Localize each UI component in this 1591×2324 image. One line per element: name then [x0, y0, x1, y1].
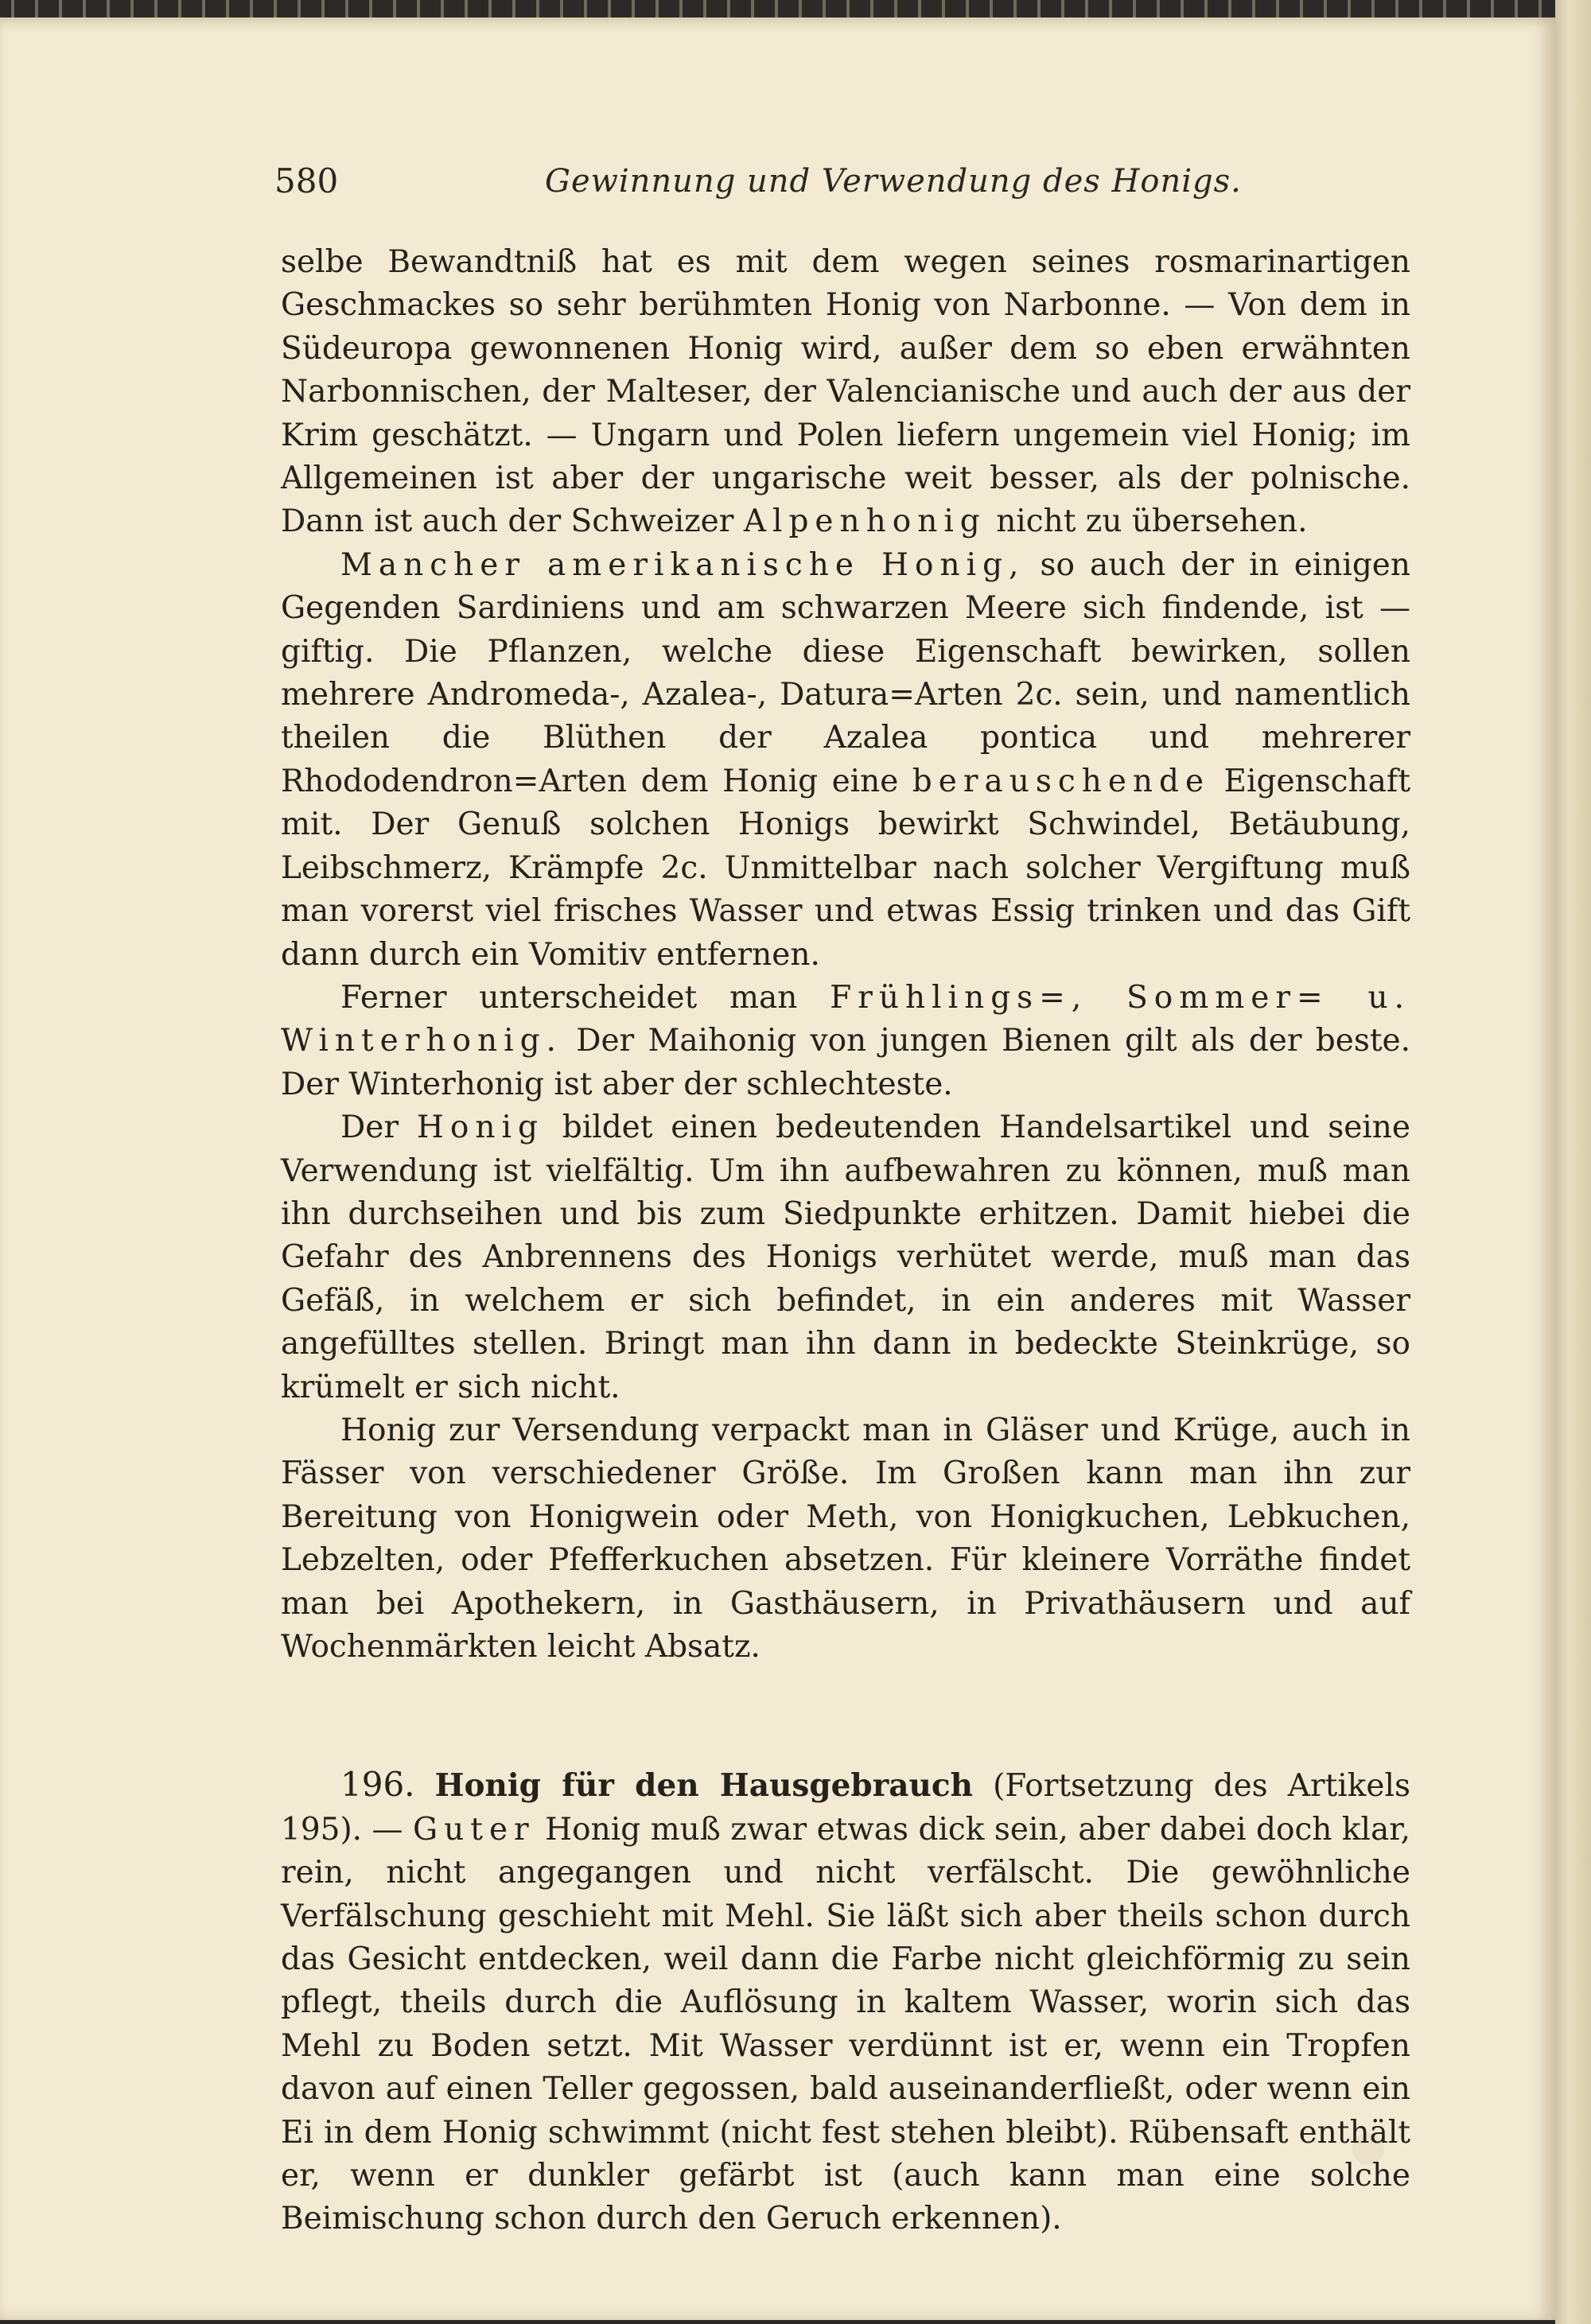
page-number: 580: [274, 161, 339, 200]
book-spine: [1555, 0, 1591, 2324]
paragraph-3: [281, 977, 1410, 1106]
paragraph-3-end: Der Maihonig von jungen Bienen gilt als der beste. Der Winterhonig ist aber der schlechteste.: [281, 1023, 1410, 1102]
section-196: [281, 1763, 1410, 2240]
paragraph-3-text: Ferner unterscheidet man: [340, 979, 798, 1016]
paragraph-1-spaced: Alpenhonig: [743, 503, 986, 540]
paragraph-2-end: Eigenschaft mit. Der Genuß solchen Honigs bewirkt Schwindel, Betäubung, Leibschmerz, Krämpfe 2c. Unmittelbar nach solcher Vergiftung muß man vorerst viel frisches Wasser und etwas Essig trinken und das Gift dann durch ein Vomitiv entfernen.: [281, 763, 1410, 973]
paragraph-1: [281, 241, 1410, 544]
paragraph-2-spaced-2: berauschende: [912, 763, 1211, 799]
section-gap: [281, 1669, 1410, 1763]
page-header: [274, 156, 1404, 207]
paragraph-3-spaced: Frühlings=, Sommer= u. Winterhonig.: [281, 979, 1410, 1059]
paragraph-1-text: selbe Bewandtniß hat es mit dem wegen seines rosmarinartigen Geschmackes so sehr berühmten Honig von Narbonne. — Von dem in Südeuropa gewonnenen Honig wird, außer dem so eben erwähnten Narbonnischen, der Malteser, der Valencianische und auch der aus der Krim geschätzt. — Ungarn und Polen liefern ungemein viel Honig; im Allgemeinen ist aber der ungarische weit besser, als der polnische. Dann ist auch der Schweizer: [281, 244, 1410, 540]
section-intro: (Fortsetzung des Artikels 195). —: [281, 1768, 1410, 1848]
paragraph-4: [281, 1106, 1410, 1409]
paragraph-4-text: Der: [340, 1110, 399, 1146]
paragraph-4-end: bildet einen bedeutenden Handelsartikel und seine Verwendung ist vielfältig. Um ihn aufbewahren zu können, muß man ihn durchseihen und bis zum Siedpunkte erhitzen. Damit hiebei die Gefahr des Anbrennens des Honigs verhütet werde, muß man das Gefäß, in welchem er sich befindet, in ein anderes mit Wasser angefülltes stellen. Bringt man ihn dann in bedeckte Steinkrüge, so krümelt er sich nicht.: [281, 1110, 1410, 1405]
paragraph-5-text: Honig zur Versendung verpackt man in Gläser und Krüge, auch in Fässer von verschiedener Größe. Im Großen kann man ihn zur Bereitung von Honigwein oder Meth, von Honigkuchen, Lebkuchen, Lebzelten, oder Pfefferkuchen absetzen. Für kleinere Vorräthe findet man bei Apothekern, in Gasthäusern, in Privathäusern und auf Wochenmärkten leicht Absatz.: [281, 1412, 1410, 1665]
top-edge: [0, 0, 1591, 17]
section-title: Honig für den Hausgebrauch: [434, 1767, 973, 1805]
section-text: Honig muß zwar etwas dick sein, aber dabei doch klar, rein, nicht angegangen und nicht verfälscht. Die gewöhnliche Verfälschung geschieht mit Mehl. Sie läßt sich aber theils schon durch das Gesicht entdecken, weil dann die Farbe nicht gleichförmig zu sein pflegt, theils durch die Auflösung in kaltem Wasser, worin sich das Mehl zu Boden setzt. Mit Wasser verdünnt ist er, wenn ein Tropfen davon auf einen Teller gegossen, bald auseinanderfließt, oder wenn ein Ei in dem Honig schwimmt (nicht fest stehen bleibt). Rübensaft enthält er, wenn er dunkler gefärbt ist (auch kann man eine solche Beimischung schon durch den Geruch erkennen).: [281, 1811, 1411, 2237]
paragraph-2-text: so auch der in einigen Gegenden Sardiniens und am schwarzen Meere sich findende, ist — giftig. Die Pflanzen, welche diese Eigenschaft bewirken, sollen mehrere Andromeda-, Azalea-, Datura=Arten 2c. sein, und namentlich theilen die Blüthen der Azalea pontica und mehrerer Rhododendron=Arten dem Honig eine: [281, 546, 1410, 799]
paragraph-2: [281, 544, 1410, 977]
section-number: 196.: [340, 1765, 415, 1805]
paragraph-2-spaced: Mancher amerikanische Honig,: [340, 546, 1025, 583]
paragraph-5: [281, 1409, 1410, 1669]
section-spaced: Guter: [413, 1811, 535, 1848]
paragraph-4-spaced: Honig: [416, 1110, 544, 1146]
running-head: Gewinnung und Verwendung des Honigs.: [545, 163, 1242, 200]
page-body: [281, 241, 1410, 2241]
paragraph-1-end: nicht zu übersehen.: [996, 503, 1308, 540]
